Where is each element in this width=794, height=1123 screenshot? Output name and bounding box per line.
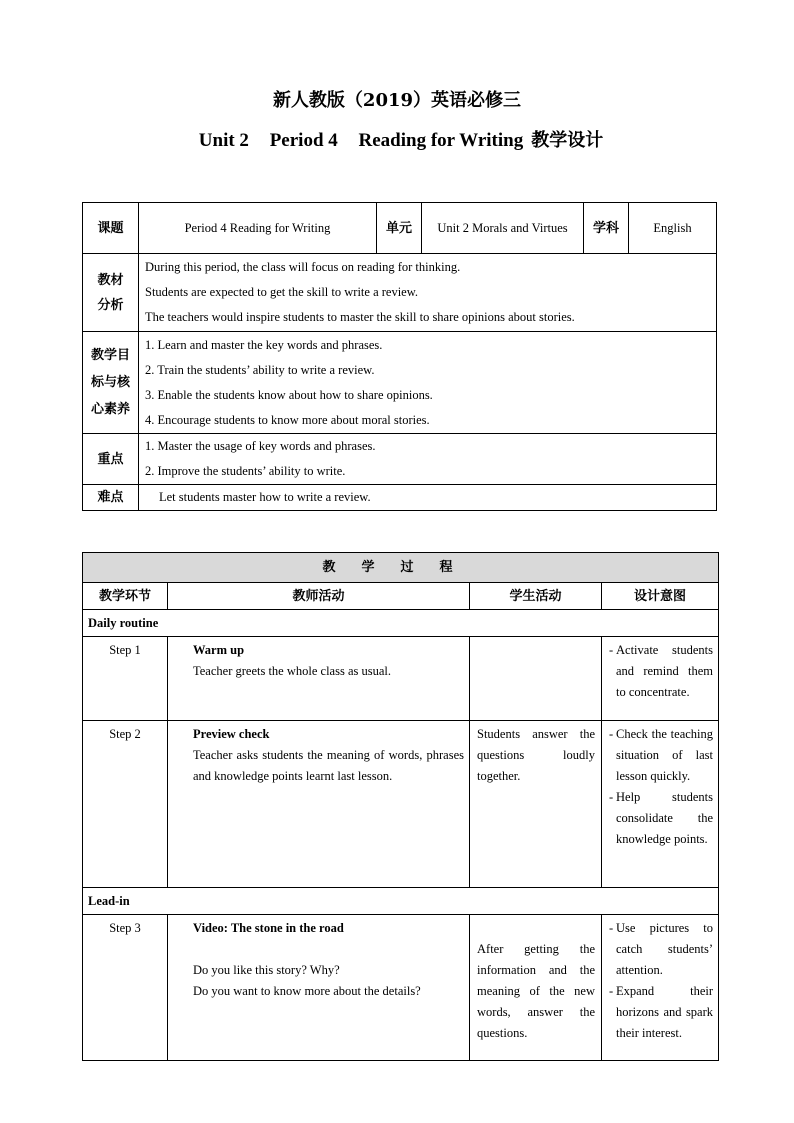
difficulty-label: 难点 — [83, 485, 139, 511]
key-line: 1. Master the usage of key words and phrases. — [145, 439, 376, 453]
activity-title: Preview check — [193, 727, 270, 741]
subject-value: English — [629, 203, 717, 254]
intent-item: - Check the teaching situation of last lesson quickly. — [610, 724, 713, 787]
intent-item: - Help students consolidate the knowledge points. — [610, 787, 713, 850]
step-label: Step 3 — [83, 915, 168, 1061]
col-intent: 设计意图 — [602, 583, 719, 610]
activity-title: Video: The stone in the road — [193, 921, 344, 935]
difficulty-value: Let students master how to write a review. — [139, 485, 717, 511]
document-title-line1: 新人教版（2019）英语必修三 — [272, 90, 522, 111]
design-intent — [602, 637, 719, 721]
teacher-activity — [168, 721, 470, 888]
activity-question: Do you want to know more about the details? — [193, 984, 421, 998]
subject-label: 学科 — [584, 203, 629, 254]
activity-text: Teacher greets the whole class as usual. — [193, 664, 392, 678]
design-intent — [602, 915, 719, 1061]
title-unit: Unit 2 — [198, 130, 249, 151]
step-label: Step 1 — [83, 637, 168, 721]
goals-line: 4. Encourage students to know more about moral stories. — [145, 412, 430, 427]
student-activity — [470, 637, 602, 721]
activity-text: Teacher asks students the meaning of words, phrases and knowledge points learnt last lesson. — [193, 748, 464, 783]
goals-content — [139, 332, 717, 434]
unit-value: Unit 2 Morals and Virtues — [422, 203, 584, 254]
analysis-line: Students are expected to get the skill to write a review. — [145, 285, 419, 299]
activity-title: Warm up — [193, 643, 245, 657]
student-activity: Students answer the questions loudly together. — [470, 721, 602, 888]
intent-item: - Use pictures to catch students’ attention. — [610, 918, 713, 981]
key-line: 2. Improve the students’ ability to write. — [145, 464, 346, 478]
process-header: 教学过程 — [83, 553, 719, 583]
teacher-activity — [168, 637, 470, 721]
col-teacher: 教师活动 — [168, 583, 470, 610]
title-suffix: 教学设计 — [531, 130, 604, 151]
process-table — [82, 552, 719, 1061]
design-intent — [602, 721, 719, 888]
key-label: 重点 — [83, 434, 139, 485]
goals-line: 3. Enable the students know about how to share opinions. — [145, 387, 433, 402]
activity-question: Do you like this story? Why? — [193, 963, 340, 977]
topic-label: 课题 — [83, 203, 139, 254]
unit-label: 单元 — [377, 203, 422, 254]
analysis-content — [139, 254, 717, 332]
topic-value: Period 4 Reading for Writing — [139, 203, 377, 254]
intent-item: - Expand their horizons and spark their interest. — [610, 981, 713, 1044]
analysis-line: The teachers would inspire students to master the skill to share opinions about stories. — [145, 310, 575, 324]
section-daily-routine: Daily routine — [83, 610, 719, 637]
col-student: 学生活动 — [470, 583, 602, 610]
intent-item: - Activate students and remind them to concentrate. — [610, 640, 713, 703]
student-activity: After getting the information and the meaning of the new words, answer the questions. — [470, 915, 602, 1061]
analysis-line: During this period, the class will focus on reading for thinking. — [145, 260, 461, 274]
teacher-activity — [168, 915, 470, 1061]
info-table — [82, 202, 717, 511]
document-title-line2 — [0, 126, 794, 152]
col-stage: 教学环节 — [83, 583, 168, 610]
step-label: Step 2 — [83, 721, 168, 888]
goals-line: 1. Learn and master the key words and phrases. — [145, 337, 383, 352]
analysis-label: 教材分析 — [83, 254, 139, 332]
goals-label: 教学目标与核心素养 — [83, 332, 139, 434]
goals-line: 2. Train the students’ ability to write a review. — [145, 362, 375, 377]
section-lead-in: Lead-in — [83, 888, 719, 915]
key-content — [139, 434, 717, 485]
title-period: Period 4 — [269, 130, 338, 151]
title-topic: Reading for Writing — [358, 130, 524, 151]
